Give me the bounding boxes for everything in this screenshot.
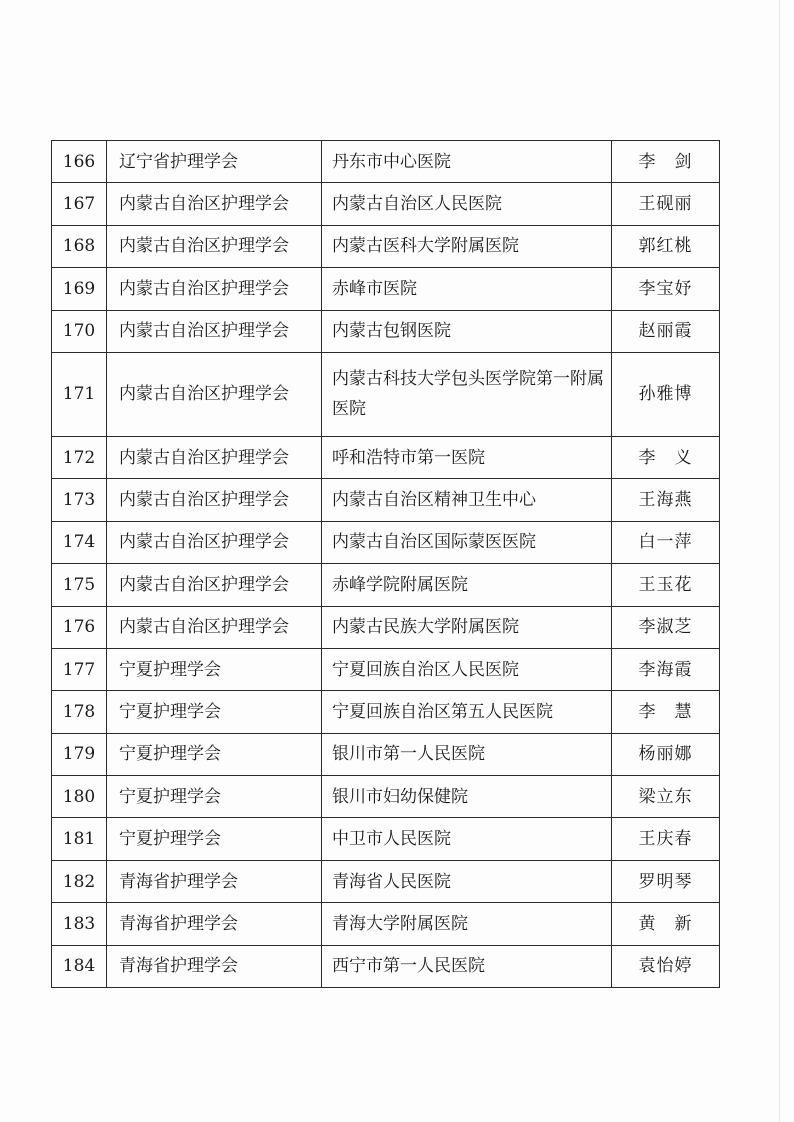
table-row [52, 818, 720, 860]
person-name: 孙雅博 [612, 352, 720, 436]
row-number: 180 [52, 776, 107, 818]
hospital-name: 青海省人民医院 [322, 860, 612, 902]
society-name: 宁夏护理学会 [107, 648, 322, 690]
row-number: 172 [52, 436, 107, 478]
society-name: 内蒙古自治区护理学会 [107, 352, 322, 436]
row-number: 184 [52, 945, 107, 987]
row-number: 173 [52, 479, 107, 521]
person-name: 赵丽霞 [612, 310, 720, 352]
society-name: 内蒙古自治区护理学会 [107, 310, 322, 352]
table-row [52, 903, 720, 945]
hospital-name: 银川市第一人民医院 [322, 733, 612, 775]
table-row [52, 733, 720, 775]
society-name: 宁夏护理学会 [107, 818, 322, 860]
person-name: 罗明琴 [612, 860, 720, 902]
hospital-name: 银川市妇幼保健院 [322, 776, 612, 818]
hospital-name: 内蒙古医科大学附属医院 [322, 225, 612, 267]
hospital-name: 丹东市中心医院 [322, 141, 612, 183]
hospital-name: 宁夏回族自治区第五人民医院 [322, 691, 612, 733]
society-name: 内蒙古自治区护理学会 [107, 606, 322, 648]
person-name: 郭红桃 [612, 225, 720, 267]
table-row [52, 479, 720, 521]
person-name: 白一萍 [612, 521, 720, 563]
society-name: 内蒙古自治区护理学会 [107, 225, 322, 267]
hospital-name: 内蒙古科技大学包头医学院第一附属医院 [322, 352, 612, 436]
table-row [52, 225, 720, 267]
person-name: 黄 新 [612, 903, 720, 945]
row-number: 182 [52, 860, 107, 902]
hospital-name: 呼和浩特市第一医院 [322, 436, 612, 478]
society-name: 内蒙古自治区护理学会 [107, 564, 322, 606]
society-name: 青海省护理学会 [107, 945, 322, 987]
society-name: 宁夏护理学会 [107, 776, 322, 818]
table-row [52, 648, 720, 690]
row-number: 179 [52, 733, 107, 775]
table-row [52, 436, 720, 478]
table-row [52, 183, 720, 225]
person-name: 王海燕 [612, 479, 720, 521]
table-row [52, 776, 720, 818]
person-name: 梁立东 [612, 776, 720, 818]
table-row [52, 860, 720, 902]
person-name: 李宝妤 [612, 268, 720, 310]
person-name: 李 义 [612, 436, 720, 478]
hospital-name: 中卫市人民医院 [322, 818, 612, 860]
person-name: 王砚丽 [612, 183, 720, 225]
row-number: 176 [52, 606, 107, 648]
hospital-name: 宁夏回族自治区人民医院 [322, 648, 612, 690]
hospital-name: 赤峰学院附属医院 [322, 564, 612, 606]
table-row [52, 945, 720, 987]
society-name: 辽宁省护理学会 [107, 141, 322, 183]
table-row [52, 352, 720, 436]
table-row [52, 691, 720, 733]
row-number: 177 [52, 648, 107, 690]
table-row [52, 521, 720, 563]
row-number: 169 [52, 268, 107, 310]
row-number: 175 [52, 564, 107, 606]
row-number: 171 [52, 352, 107, 436]
person-name: 李淑芝 [612, 606, 720, 648]
society-name: 内蒙古自治区护理学会 [107, 479, 322, 521]
hospital-name: 青海大学附属医院 [322, 903, 612, 945]
person-name: 李海霞 [612, 648, 720, 690]
hospital-name: 西宁市第一人民医院 [322, 945, 612, 987]
person-name: 李 慧 [612, 691, 720, 733]
society-name: 宁夏护理学会 [107, 691, 322, 733]
row-number: 170 [52, 310, 107, 352]
award-list-table [51, 140, 720, 988]
person-name: 杨丽娜 [612, 733, 720, 775]
hospital-name: 内蒙古民族大学附属医院 [322, 606, 612, 648]
scan-edge [779, 0, 780, 1122]
hospital-name: 内蒙古自治区国际蒙医医院 [322, 521, 612, 563]
row-number: 174 [52, 521, 107, 563]
society-name: 青海省护理学会 [107, 903, 322, 945]
row-number: 168 [52, 225, 107, 267]
table-row [52, 606, 720, 648]
society-name: 宁夏护理学会 [107, 733, 322, 775]
table-row [52, 141, 720, 183]
table-row [52, 268, 720, 310]
row-number: 167 [52, 183, 107, 225]
hospital-name: 内蒙古包钢医院 [322, 310, 612, 352]
row-number: 178 [52, 691, 107, 733]
person-name: 王庆春 [612, 818, 720, 860]
row-number: 181 [52, 818, 107, 860]
society-name: 青海省护理学会 [107, 860, 322, 902]
row-number: 183 [52, 903, 107, 945]
hospital-name: 内蒙古自治区人民医院 [322, 183, 612, 225]
hospital-name: 赤峰市医院 [322, 268, 612, 310]
society-name: 内蒙古自治区护理学会 [107, 183, 322, 225]
person-name: 李 剑 [612, 141, 720, 183]
table-row [52, 564, 720, 606]
person-name: 王玉花 [612, 564, 720, 606]
society-name: 内蒙古自治区护理学会 [107, 268, 322, 310]
table-row [52, 310, 720, 352]
person-name: 袁怡婷 [612, 945, 720, 987]
row-number: 166 [52, 141, 107, 183]
society-name: 内蒙古自治区护理学会 [107, 521, 322, 563]
society-name: 内蒙古自治区护理学会 [107, 436, 322, 478]
hospital-name: 内蒙古自治区精神卫生中心 [322, 479, 612, 521]
